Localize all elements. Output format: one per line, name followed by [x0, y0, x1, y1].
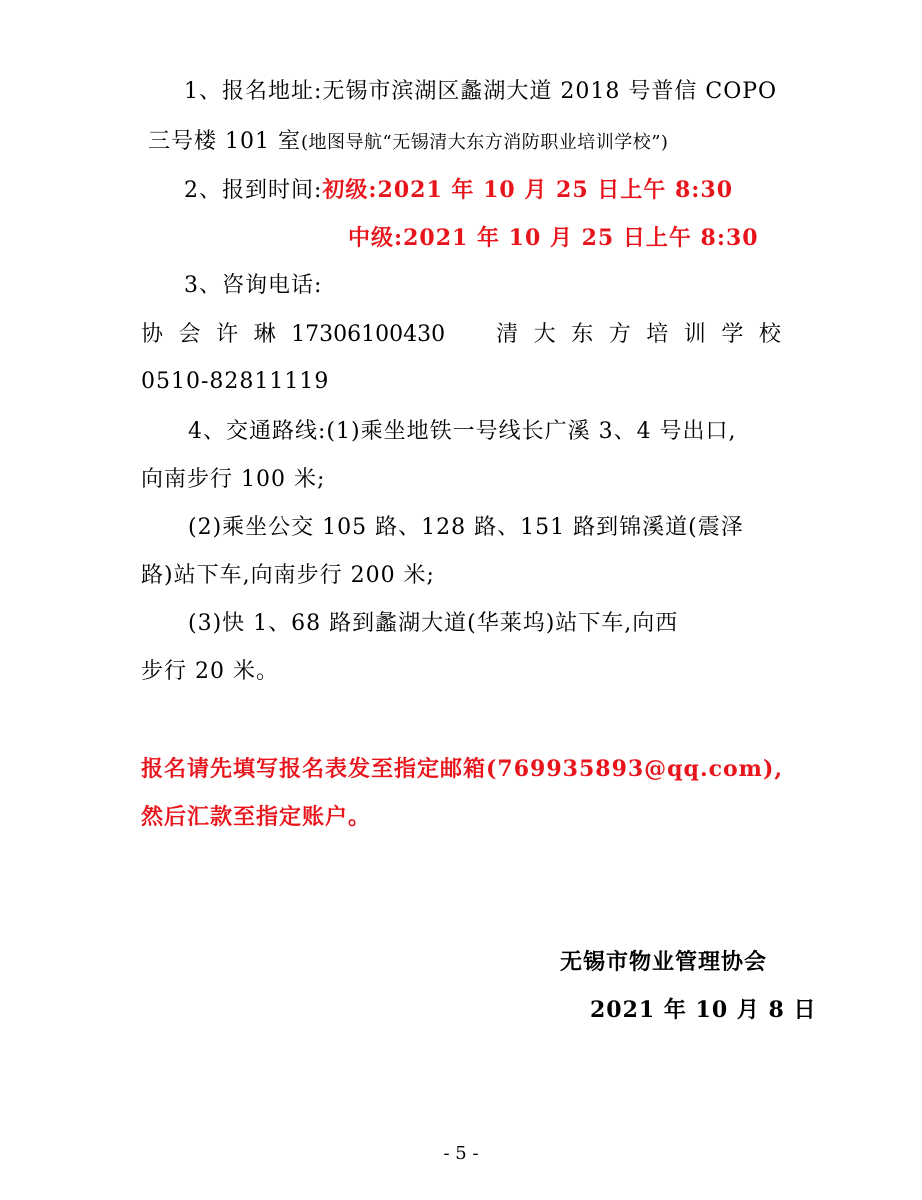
consult-label: 3、咨询电话: [184, 273, 323, 298]
report-time-intermediate: 中级:2021 年 10 月 25 日上午 8:30 [348, 225, 759, 251]
transport-line-3: (2)乘坐公交 105 路、128 路、151 路到锦溪道(震泽 [188, 515, 744, 540]
contact2-char: 学 [721, 322, 744, 347]
contact2-phone: 0510-82811119 [141, 369, 330, 394]
address-room: 三号楼 101 室 [148, 129, 301, 154]
transport-line-4: 路)站下车,向南步行 200 米; [141, 563, 435, 588]
contact2-char: 方 [608, 322, 631, 347]
contact2-char: 大 [533, 322, 556, 347]
contact1-char: 许 [216, 322, 239, 347]
contact2-char: 校 [758, 322, 781, 347]
contact1-char: 会 [178, 322, 201, 347]
report-time-primary: 初级:2021 年 10 月 25 日上午 8:30 [322, 177, 734, 203]
signature-date: 2021 年 10 月 8 日 [590, 997, 817, 1023]
contact2-char: 培 [646, 322, 669, 347]
transport-line-2: 向南步行 100 米; [141, 467, 326, 492]
contact1-char: 琳 [253, 322, 276, 347]
contact2-char: 东 [571, 322, 594, 347]
address-map-note: (地图导航“无锡清大东方消防职业培训学校”) [300, 132, 669, 153]
consult-contacts-row [141, 320, 781, 350]
page-number: - 5 - [443, 1143, 479, 1164]
notice-line-2: 然后汇款至指定账户。 [141, 804, 372, 830]
transport-line-6: 步行 20 米。 [141, 659, 279, 684]
contact2-char: 训 [683, 322, 706, 347]
transport-line-1: 4、交通路线:(1)乘坐地铁一号线长广溪 3、4 号出口, [188, 419, 737, 444]
contact2-char: 清 [496, 322, 519, 347]
transport-line-5: (3)快 1、68 路到蠡湖大道(华莱坞)站下车,向西 [188, 611, 679, 636]
report-time-line [184, 175, 733, 206]
address-line-2 [148, 127, 668, 158]
report-time-label: 2、报到时间: [184, 178, 323, 203]
contact1-char: 协 [141, 322, 164, 347]
signature-org: 无锡市物业管理协会 [560, 949, 768, 975]
address-line-1: 1、报名地址:无锡市滨湖区蠡湖大道 2018 号普信 COPO [184, 79, 778, 104]
notice-line-1: 报名请先填写报名表发至指定邮箱(769935893@qq.com), [141, 756, 784, 782]
contact1-phone: 17306100430 [291, 322, 446, 347]
